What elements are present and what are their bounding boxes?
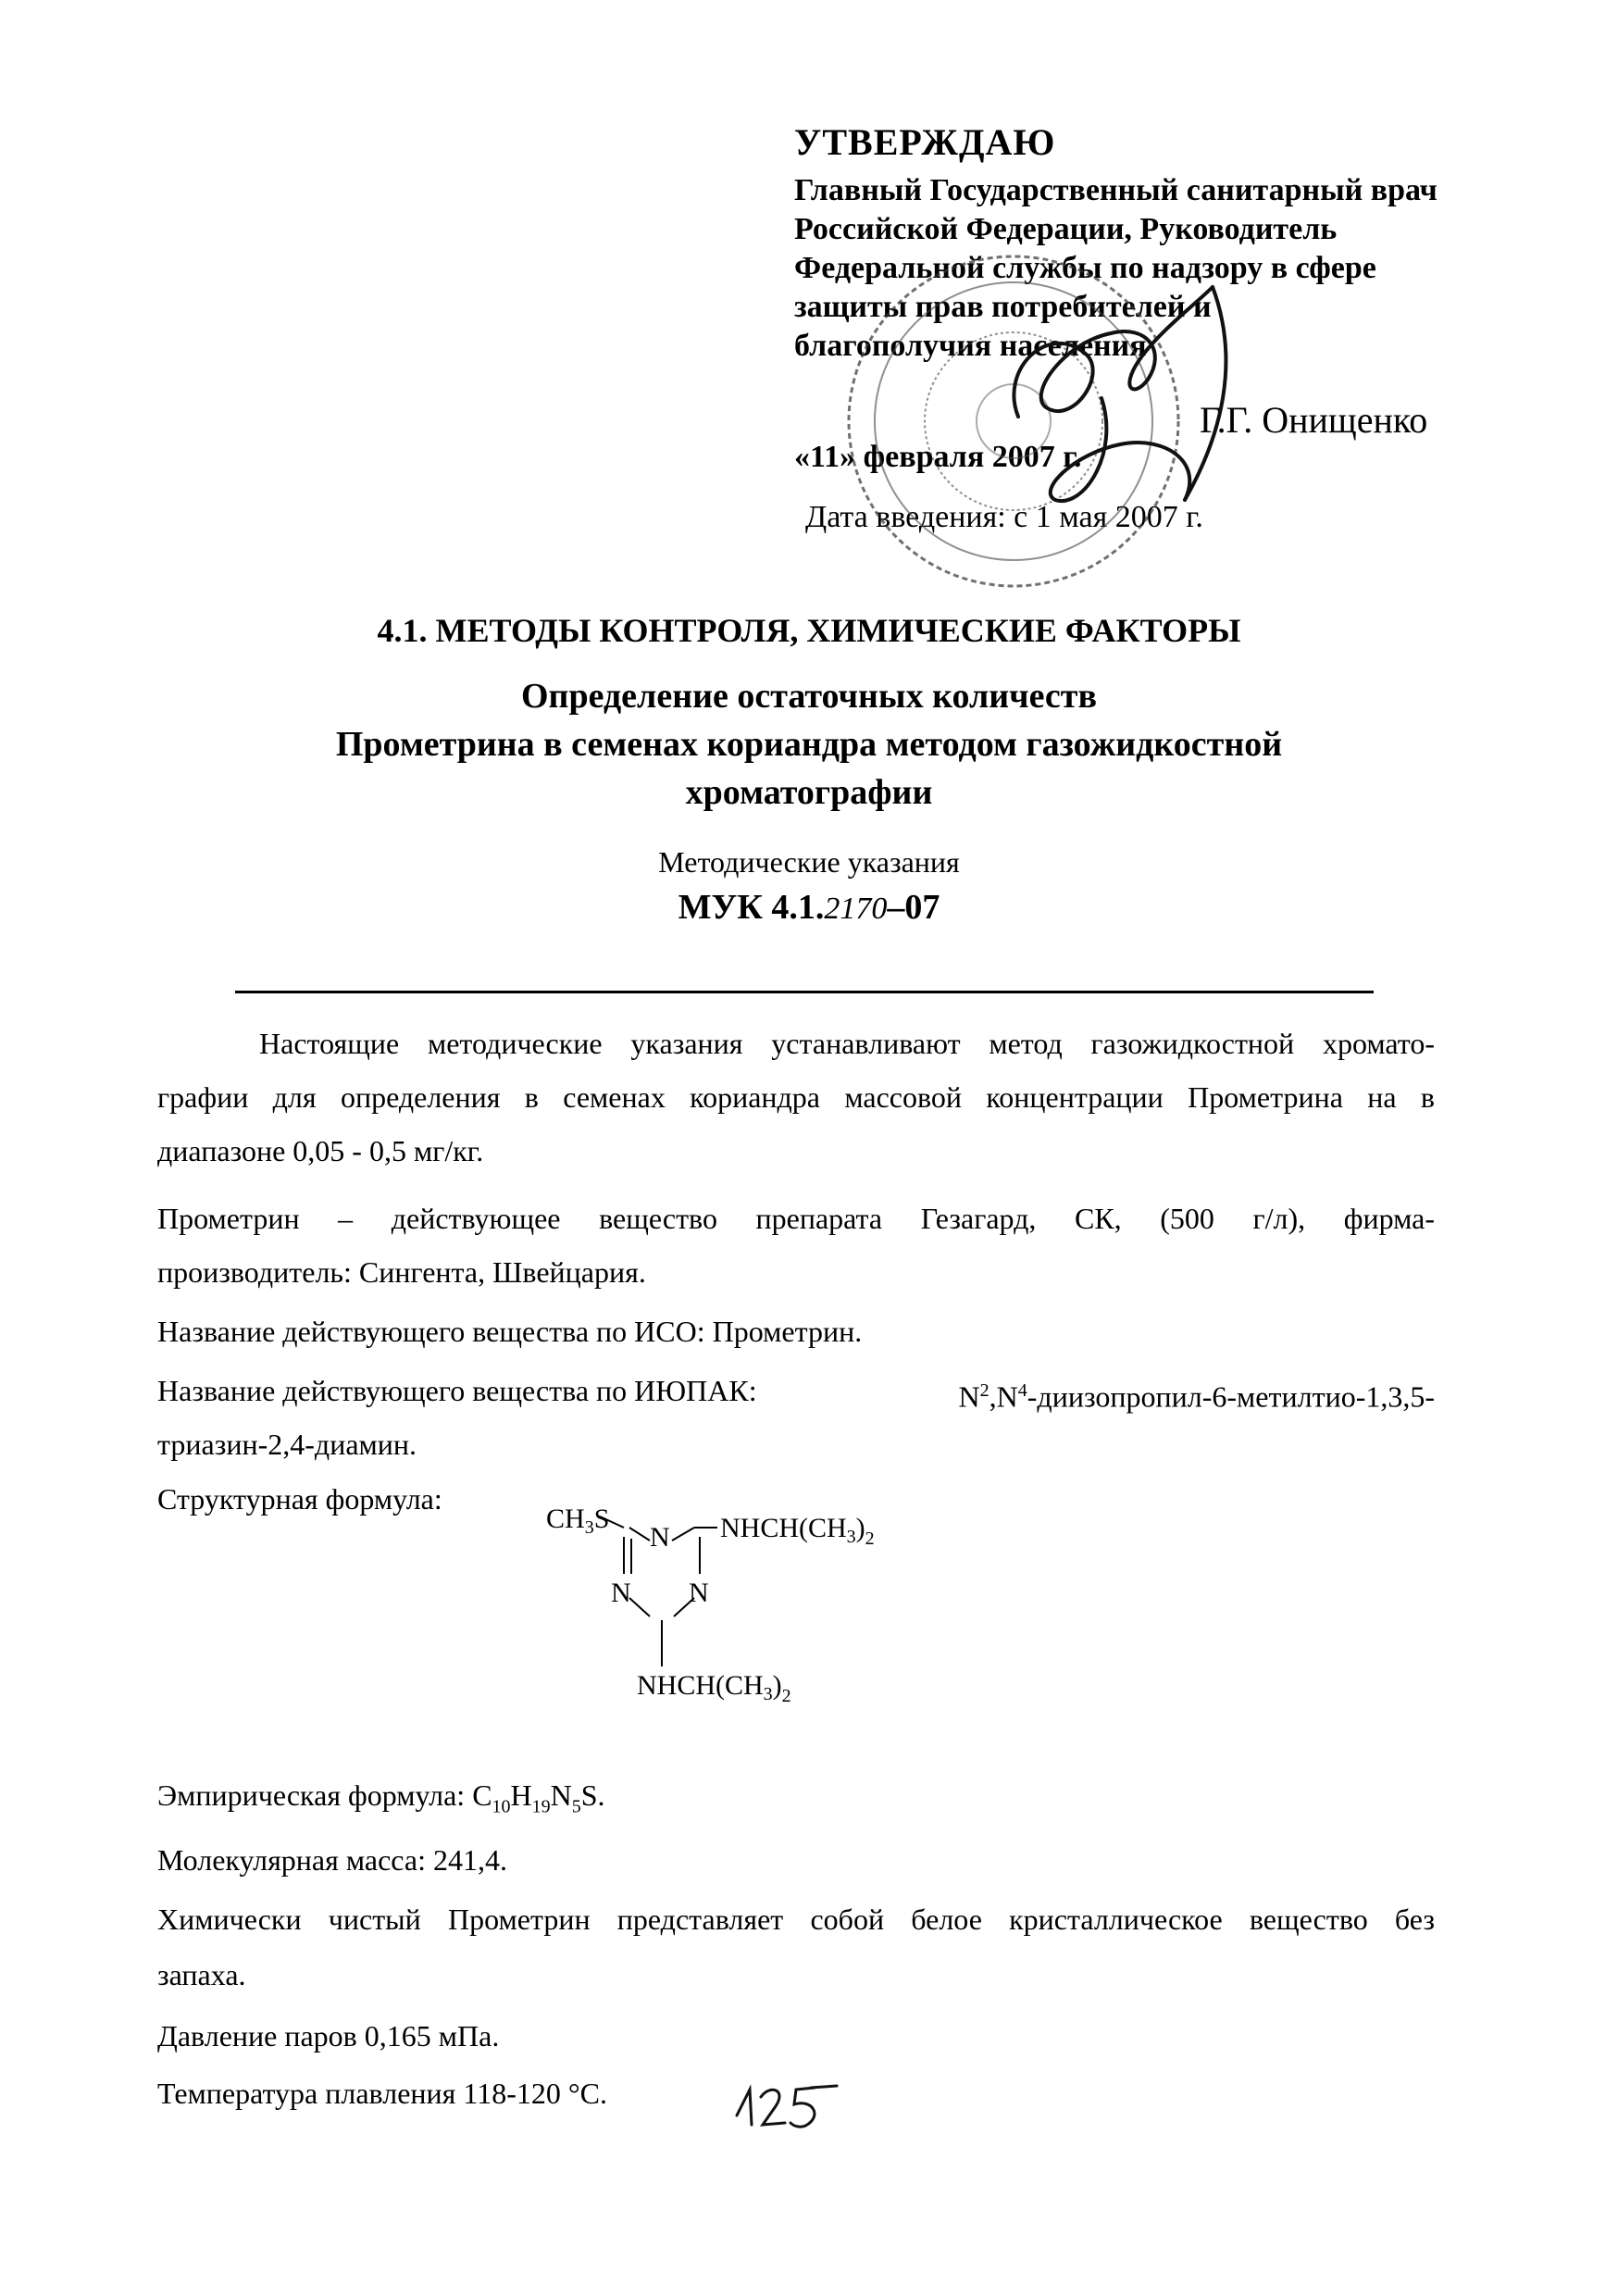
iso-name: Название действующего вещества по ИСО: Прометрин. [157,1315,863,1348]
iupac-line-2: триазин-2,4-диамин. [157,1428,417,1461]
document-code-prefix: МУК 4.1. [678,888,825,927]
intro-line: Настоящие методические указания устанавливают метод газожидкостной хромато- [259,1027,1435,1060]
approval-title: УТВЕРЖДАЮ [794,121,1056,163]
formula-nhch-bottom: $NHCH(CH_3)_2$ [637,1670,791,1706]
document-code-number: 2170 [824,892,888,926]
document-code-suffix: –07 [887,888,940,927]
iupac-label: Название действующего вещества по ИЮПАК: [157,1374,757,1407]
divider [235,991,1374,993]
document-title-line: Определение остаточных количеств [521,677,1097,716]
substance-line: Прометрин – действующее вещество препарата Гезагард, СК, (500 г/л), фирма- [157,1202,1435,1235]
formula-n-atom: N [689,1578,709,1608]
iupac-sup: 4 [1017,1380,1027,1401]
vapor-pressure: Давление паров 0,165 мПа. [157,2019,500,2053]
approver-name: Г.Г. Онищенко [1200,399,1428,441]
formula-n-atom: N [611,1578,631,1608]
iupac-value [959,1364,1435,1424]
empirical-n: N [550,1778,572,1812]
approval-line: Российской Федерации, Руководитель [794,212,1338,246]
appearance-line: запаха. [157,1958,246,1991]
empirical-label: Эмпирическая формула: C [157,1778,492,1812]
empirical-h: H [510,1778,532,1812]
iupac-sup: 2 [979,1380,989,1401]
iupac-n: N [958,1379,980,1414]
structural-formula [546,1509,1027,1750]
molar-mass: Молекулярная масса: 241,4. [157,1843,507,1877]
substance-line: производитель: Сингента, Швейцария. [157,1255,646,1289]
iupac-name-line [157,1364,1435,1424]
section-heading: 4.1. МЕТОДЫ КОНТРОЛЯ, ХИМИЧЕСКИЕ ФАКТОРЫ [377,612,1241,649]
document-type: Методические указания [658,845,960,879]
signature [963,268,1250,537]
approval-line: Главный Государственный санитарный врач [794,173,1438,207]
document-title-line: хроматографии [685,773,933,812]
structural-formula-label: Структурная формула: [157,1482,442,1516]
formula-nhch-top: $NHCH(CH_3)_2$ [720,1513,875,1549]
intro-date: Дата введения: с 1 мая 2007 г. [805,500,1203,534]
document-code [0,887,1618,928]
approval-date: «11» февраля 2007 г. [794,440,1082,474]
melting-point: Температура плавления 118-120 °С. [157,2077,607,2110]
approval-line: благополучия населения [794,329,1147,363]
iupac-rest: -диизопропил-6-метилтио-1,3,5- [1027,1379,1435,1414]
empirical-formula [157,1768,1435,1833]
intro-line: диапазоне 0,05 - 0,5 мг/кг. [157,1134,484,1167]
approval-line: Федеральной службы по надзору в сфере [794,251,1376,285]
approval-line: защиты прав потребителей и [794,290,1212,324]
formula-ch3s: $CH_3S$ [546,1509,610,1538]
empirical-sub: 10 [492,1796,511,1817]
empirical-sub: 19 [531,1796,551,1817]
formula-n-atom: N [650,1522,670,1553]
appearance-line: Химически чистый Прометрин представляет собой белое кристаллическое вещество без [157,1903,1435,1936]
intro-line: графии для определения в семенах кориандра массовой концентрации Прометрина на в [157,1080,1435,1114]
iupac-n: ,N [989,1379,1018,1414]
empirical-s: S. [580,1778,605,1812]
handwritten-page-number [729,2078,840,2134]
document-title-line: Прометрина в семенах кориандра методом газожидкостной [335,725,1283,764]
empirical-sub: 5 [571,1796,581,1817]
